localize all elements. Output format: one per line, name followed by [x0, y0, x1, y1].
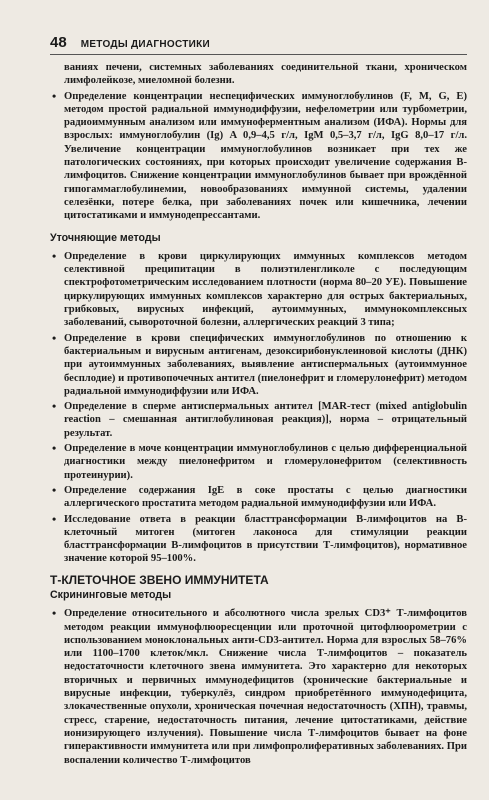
list-item: • Исследование ответа в реакции бласттрансформации В-лимфоцитов на В-клеточный митоген (митоген лаконоса для стимуляции реакции бласттрансформации В-лимфоцитов в присутствии Т-лимфоцитов), нормативное значение которой 95–100%. [50, 513, 467, 566]
list-item: • Определение в моче концентрации иммуноглобулинов с целью дифференциальной диагностики между пиелонефритом и гломерулонефритом (селективность протеинурии). [50, 442, 467, 482]
bullet-list-1 [50, 90, 467, 223]
page-header [50, 34, 467, 55]
list-item: • Определение содержания IgE в соке простаты с целью диагностики аллергического простатита методом радиальной иммунодиффузии или ИФА. [50, 484, 467, 511]
continued-paragraph: ваниях печени, системных заболеваниях соединительной ткани, хроническом лимфолейкозе, миеломной болезни. [64, 62, 467, 87]
running-title: МЕТОДЫ ДИАГНОСТИКИ [80, 39, 211, 50]
list-item: • Определение в сперме антиспермальных антител [MAR-тест (mixed antiglobulin reaction – смешанная антиглобулиновая реакция)], норма – отрицательный результат. [50, 400, 467, 440]
subheading-screening-methods: Скрининговые методы [50, 588, 172, 601]
bullet-list-2 [50, 250, 467, 566]
list-item: • Определение в крови циркулирующих иммунных комплексов методом селективной преципитации в полиэтиленгликоле с последующим спектрофотометрическим исследованием плотности (норма 80–20 УЕ). Повышение циркулирующих иммунных комплексов характерно для острых бактериальных, грибковых, вирусных инфекций, аутоиммунных, иммунокомплексных заболеваний, сывороточной болезни, аллергических реакций 3 типа; [50, 250, 467, 330]
bullet-list-3 [50, 607, 467, 767]
page-body [50, 61, 467, 767]
section-heading: Т-КЛЕТОЧНОЕ ЗВЕНО ИММУНИТЕТА [50, 572, 269, 587]
page-number: 48 [50, 34, 67, 51]
subheading-refining-methods: Уточняющие методы [50, 231, 161, 244]
list-item: • Определение относительного и абсолютного числа зрелых CD3⁺ Т-лимфоцитов методом реакции иммунофлюоресценции или проточной цитофлюорометрии с использованием моноклональных анти-CD3-антител. Норма для взрослых 58–76% или 1100–1700 клеток/мкл. Снижение числа Т-лимфоцитов – показатель недостаточности клеточного звена иммунитета. Это характерно для некоторых вторичных и первичных иммунодефицитов (хронические бактериальные и вирусные инфекции, туберкулёз, синдром приобретённого иммунодефицита, злокачественные опухоли, хроническая почечная недостаточность (ХПН), травмы, стресс, старение, недостаточность питания, лечение цитостатиками, действие ионизирующего излучения). Повышение числа Т-лимфоцитов бывает на фоне гиперактивности иммунитета или при лимфопролиферативных заболеваниях. При воспалении количество Т-лимфоцитов [50, 607, 467, 767]
list-item: • Определение в крови специфических иммуноглобулинов по отношению к бактериальным и вирусным антигенам, дезоксирибонуклеиновой кислоты (ДНК) при аутоиммунных заболеваниях, выявление антиспермальных (аутоиммунное бесплодие) и противопочечных антител (пиелонефрит и гломерулонефрит) методом радиальной иммунодиффузии или ИФА. [50, 332, 467, 398]
list-item: • Определение концентрации неспецифических иммуноглобулинов (F, M, G, E) методом простой радиальной иммунодиффузии, нефелометрии или турбометрии, радиоиммунным анализом или иммуноферментным анализом (ИФА). Нормы для взрослых: иммуноглобулин (Ig) A 0,9–4,5 г/л, IgM 0,5–3,7 г/л, IgG 8,0–17 г/л. Увеличение концентрации иммуноглобулинов возникает при тех же патологических состояниях, при которых происходит увеличение содержания В-лимфоцитов. Снижение концентрации иммуноглобулинов бывает при врождённой гипогаммаглобулинемии, новообразованиях иммунной системы, удалении селезёнки, потере белка, при заболеваниях почек или кишечника, лечении цитостатиками и иммунодепрессантами. [50, 90, 467, 223]
